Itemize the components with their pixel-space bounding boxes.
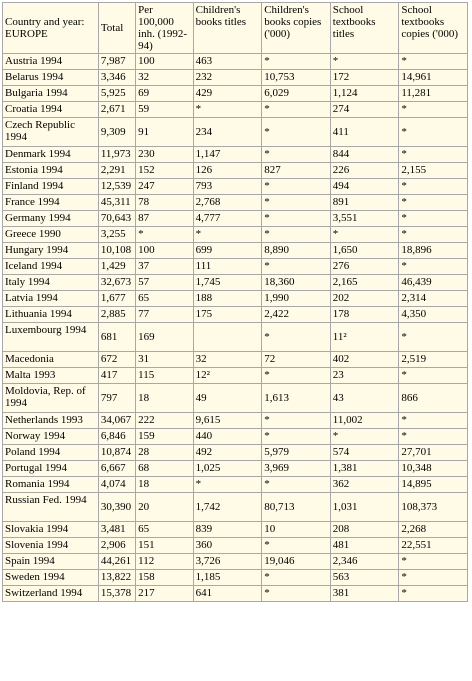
cell-childrens-titles: 1,185	[193, 570, 262, 586]
cell-country-year: Netherlands 1993	[3, 413, 99, 429]
cell-textbook-copies: *	[399, 570, 468, 586]
cell-total: 2,885	[98, 307, 135, 323]
cell-country-year: Hungary 1994	[3, 243, 99, 259]
cell-total: 2,906	[98, 538, 135, 554]
cell-childrens-titles: 126	[193, 163, 262, 179]
cell-textbook-copies: *	[399, 429, 468, 445]
cell-per-100000: 159	[136, 429, 193, 445]
cell-childrens-titles: *	[193, 102, 262, 118]
table-row	[3, 163, 468, 179]
table-row	[3, 413, 468, 429]
cell-childrens-copies: *	[262, 179, 331, 195]
cell-country-year: Germany 1994	[3, 211, 99, 227]
cell-country-year: Finland 1994	[3, 179, 99, 195]
table-row	[3, 493, 468, 522]
table-row	[3, 477, 468, 493]
cell-country-year: Austria 1994	[3, 54, 99, 70]
table-header	[3, 3, 468, 54]
cell-total: 2,671	[98, 102, 135, 118]
cell-childrens-copies: *	[262, 570, 331, 586]
cell-total: 3,481	[98, 522, 135, 538]
cell-textbook-titles: 172	[330, 70, 399, 86]
cell-total: 30,390	[98, 493, 135, 522]
table-row	[3, 352, 468, 368]
publishing-statistics-table	[2, 2, 468, 602]
cell-country-year: Malta 1993	[3, 368, 99, 384]
cell-country-year: Bulgaria 1994	[3, 86, 99, 102]
cell-textbook-titles: 3,551	[330, 211, 399, 227]
cell-country-year: Sweden 1994	[3, 570, 99, 586]
cell-country-year: Croatia 1994	[3, 102, 99, 118]
cell-textbook-copies: *	[399, 147, 468, 163]
cell-textbook-titles: *	[330, 227, 399, 243]
cell-country-year: Romania 1994	[3, 477, 99, 493]
header-row	[3, 3, 468, 54]
table-row	[3, 570, 468, 586]
cell-textbook-titles: 226	[330, 163, 399, 179]
cell-childrens-titles: 232	[193, 70, 262, 86]
cell-country-year: Lithuania 1994	[3, 307, 99, 323]
cell-textbook-copies: *	[399, 259, 468, 275]
cell-textbook-titles: 844	[330, 147, 399, 163]
cell-childrens-copies: *	[262, 102, 331, 118]
cell-childrens-copies: *	[262, 429, 331, 445]
cell-textbook-titles: 23	[330, 368, 399, 384]
table-row	[3, 307, 468, 323]
cell-textbook-titles: 1,381	[330, 461, 399, 477]
cell-per-100000: 37	[136, 259, 193, 275]
cell-childrens-copies: *	[262, 259, 331, 275]
cell-total: 15,378	[98, 586, 135, 602]
cell-total: 70,643	[98, 211, 135, 227]
cell-country-year: Slovenia 1994	[3, 538, 99, 554]
cell-total: 11,973	[98, 147, 135, 163]
cell-childrens-titles: 12²	[193, 368, 262, 384]
cell-per-100000: 115	[136, 368, 193, 384]
cell-childrens-copies: 19,046	[262, 554, 331, 570]
cell-country-year: Russian Fed. 1994	[3, 493, 99, 522]
cell-textbook-copies: 108,373	[399, 493, 468, 522]
cell-country-year: Luxembourg 1994	[3, 323, 99, 352]
cell-textbook-copies: *	[399, 179, 468, 195]
cell-textbook-titles: 891	[330, 195, 399, 211]
cell-total: 10,108	[98, 243, 135, 259]
cell-total: 10,874	[98, 445, 135, 461]
cell-childrens-titles: 4,777	[193, 211, 262, 227]
cell-total: 13,822	[98, 570, 135, 586]
table-row	[3, 368, 468, 384]
cell-per-100000: 31	[136, 352, 193, 368]
cell-per-100000: 169	[136, 323, 193, 352]
cell-country-year: Czech Republic 1994	[3, 118, 99, 147]
cell-total: 672	[98, 352, 135, 368]
cell-textbook-titles: 411	[330, 118, 399, 147]
cell-childrens-copies: *	[262, 413, 331, 429]
cell-textbook-copies: 18,896	[399, 243, 468, 259]
cell-per-100000: 20	[136, 493, 193, 522]
cell-childrens-titles: 111	[193, 259, 262, 275]
table-row	[3, 147, 468, 163]
cell-childrens-titles: 3,726	[193, 554, 262, 570]
cell-textbook-copies: 866	[399, 384, 468, 413]
cell-country-year: France 1994	[3, 195, 99, 211]
cell-childrens-copies: *	[262, 323, 331, 352]
cell-textbook-copies: 2,314	[399, 291, 468, 307]
cell-country-year: Latvia 1994	[3, 291, 99, 307]
cell-childrens-titles: 699	[193, 243, 262, 259]
cell-childrens-titles: 32	[193, 352, 262, 368]
cell-total: 2,291	[98, 163, 135, 179]
cell-textbook-titles: 574	[330, 445, 399, 461]
cell-per-100000: 18	[136, 477, 193, 493]
cell-textbook-titles: 481	[330, 538, 399, 554]
cell-childrens-copies: 827	[262, 163, 331, 179]
cell-total: 34,067	[98, 413, 135, 429]
table-row	[3, 118, 468, 147]
cell-textbook-titles: 1,124	[330, 86, 399, 102]
cell-per-100000: 65	[136, 291, 193, 307]
cell-textbook-copies: 22,551	[399, 538, 468, 554]
cell-total: 7,987	[98, 54, 135, 70]
cell-textbook-copies: 10,348	[399, 461, 468, 477]
cell-textbook-copies: 14,895	[399, 477, 468, 493]
header-childrens-titles: Children's books titles	[193, 3, 262, 54]
cell-total: 1,429	[98, 259, 135, 275]
cell-per-100000: 222	[136, 413, 193, 429]
table-row	[3, 445, 468, 461]
cell-textbook-titles: 1,031	[330, 493, 399, 522]
cell-country-year: Switzerland 1994	[3, 586, 99, 602]
table-row	[3, 586, 468, 602]
cell-childrens-copies: *	[262, 195, 331, 211]
header-textbook-copies: School textbooks copies ('000)	[399, 3, 468, 54]
cell-per-100000: 158	[136, 570, 193, 586]
cell-country-year: Spain 1994	[3, 554, 99, 570]
table-row	[3, 54, 468, 70]
cell-textbook-titles: 178	[330, 307, 399, 323]
table-row	[3, 259, 468, 275]
cell-country-year: Poland 1994	[3, 445, 99, 461]
cell-total: 32,673	[98, 275, 135, 291]
cell-childrens-titles: 360	[193, 538, 262, 554]
table-row	[3, 461, 468, 477]
cell-country-year: Estonia 1994	[3, 163, 99, 179]
cell-per-100000: 78	[136, 195, 193, 211]
cell-per-100000: 18	[136, 384, 193, 413]
cell-childrens-titles: *	[193, 477, 262, 493]
cell-childrens-copies: *	[262, 118, 331, 147]
cell-textbook-copies: *	[399, 554, 468, 570]
cell-childrens-titles: 1,147	[193, 147, 262, 163]
cell-textbook-titles: 274	[330, 102, 399, 118]
cell-textbook-copies: *	[399, 413, 468, 429]
cell-per-100000: 65	[136, 522, 193, 538]
cell-childrens-titles: *	[193, 227, 262, 243]
cell-childrens-titles: 234	[193, 118, 262, 147]
cell-textbook-titles: 494	[330, 179, 399, 195]
cell-textbook-copies: 27,701	[399, 445, 468, 461]
cell-childrens-copies: *	[262, 54, 331, 70]
cell-textbook-copies: 2,519	[399, 352, 468, 368]
cell-childrens-copies: 2,422	[262, 307, 331, 323]
cell-total: 5,925	[98, 86, 135, 102]
table-row	[3, 522, 468, 538]
cell-country-year: Italy 1994	[3, 275, 99, 291]
cell-childrens-titles: 429	[193, 86, 262, 102]
cell-childrens-titles: 440	[193, 429, 262, 445]
cell-per-100000: 87	[136, 211, 193, 227]
cell-textbook-titles: 208	[330, 522, 399, 538]
header-per-100000: Per 100,000 inh. (1992-94)	[136, 3, 193, 54]
cell-textbook-copies: *	[399, 211, 468, 227]
cell-textbook-copies: *	[399, 323, 468, 352]
cell-total: 1,677	[98, 291, 135, 307]
cell-childrens-copies: *	[262, 368, 331, 384]
cell-childrens-titles: 175	[193, 307, 262, 323]
cell-country-year: Belarus 1994	[3, 70, 99, 86]
cell-childrens-copies: 18,360	[262, 275, 331, 291]
cell-childrens-copies: *	[262, 227, 331, 243]
table-body	[3, 54, 468, 602]
cell-textbook-titles: 563	[330, 570, 399, 586]
cell-per-100000: 100	[136, 243, 193, 259]
table-row	[3, 211, 468, 227]
cell-textbook-copies: *	[399, 195, 468, 211]
cell-textbook-titles: 202	[330, 291, 399, 307]
cell-childrens-titles: 49	[193, 384, 262, 413]
cell-textbook-copies: 2,155	[399, 163, 468, 179]
cell-total: 681	[98, 323, 135, 352]
cell-textbook-titles: 11,002	[330, 413, 399, 429]
cell-textbook-titles: 43	[330, 384, 399, 413]
cell-textbook-copies: 2,268	[399, 522, 468, 538]
cell-per-100000: 247	[136, 179, 193, 195]
cell-total: 12,539	[98, 179, 135, 195]
cell-country-year: Denmark 1994	[3, 147, 99, 163]
cell-total: 9,309	[98, 118, 135, 147]
cell-total: 45,311	[98, 195, 135, 211]
cell-per-100000: 59	[136, 102, 193, 118]
cell-total: 44,261	[98, 554, 135, 570]
table-row	[3, 102, 468, 118]
cell-childrens-titles: 9,615	[193, 413, 262, 429]
table-row	[3, 538, 468, 554]
cell-per-100000: 91	[136, 118, 193, 147]
cell-textbook-copies: *	[399, 586, 468, 602]
header-country-year: Country and year: EUROPE	[3, 3, 99, 54]
cell-total: 417	[98, 368, 135, 384]
cell-childrens-copies: *	[262, 211, 331, 227]
cell-country-year: Moldovia, Rep. of 1994	[3, 384, 99, 413]
cell-country-year: Iceland 1994	[3, 259, 99, 275]
cell-textbook-titles: 362	[330, 477, 399, 493]
table-row	[3, 429, 468, 445]
cell-per-100000: 68	[136, 461, 193, 477]
cell-childrens-titles: 2,768	[193, 195, 262, 211]
table-row	[3, 323, 468, 352]
cell-textbook-copies: 4,350	[399, 307, 468, 323]
cell-country-year: Norway 1994	[3, 429, 99, 445]
cell-childrens-titles	[193, 323, 262, 352]
table-row	[3, 243, 468, 259]
table-row	[3, 86, 468, 102]
cell-childrens-copies: 3,969	[262, 461, 331, 477]
cell-textbook-copies: *	[399, 102, 468, 118]
cell-per-100000: 152	[136, 163, 193, 179]
cell-textbook-titles: 402	[330, 352, 399, 368]
cell-childrens-titles: 839	[193, 522, 262, 538]
cell-textbook-titles: *	[330, 429, 399, 445]
cell-textbook-copies: 46,439	[399, 275, 468, 291]
cell-textbook-titles: 2,346	[330, 554, 399, 570]
cell-total: 6,667	[98, 461, 135, 477]
cell-childrens-copies: 80,713	[262, 493, 331, 522]
header-textbook-titles: School textbooks titles	[330, 3, 399, 54]
cell-childrens-titles: 1,745	[193, 275, 262, 291]
cell-country-year: Greece 1990	[3, 227, 99, 243]
cell-childrens-copies: *	[262, 538, 331, 554]
table-row	[3, 70, 468, 86]
table-row	[3, 291, 468, 307]
cell-per-100000: 217	[136, 586, 193, 602]
cell-childrens-copies: 6,029	[262, 86, 331, 102]
table-row	[3, 554, 468, 570]
cell-childrens-titles: 463	[193, 54, 262, 70]
cell-childrens-copies: 1,990	[262, 291, 331, 307]
cell-childrens-copies: 10	[262, 522, 331, 538]
cell-country-year: Portugal 1994	[3, 461, 99, 477]
cell-textbook-titles: 381	[330, 586, 399, 602]
table-row	[3, 384, 468, 413]
cell-childrens-titles: 492	[193, 445, 262, 461]
cell-childrens-titles: 1,742	[193, 493, 262, 522]
cell-childrens-copies: 5,979	[262, 445, 331, 461]
cell-childrens-titles: 793	[193, 179, 262, 195]
cell-childrens-copies: *	[262, 477, 331, 493]
cell-total: 4,074	[98, 477, 135, 493]
cell-per-100000: 100	[136, 54, 193, 70]
table-row	[3, 227, 468, 243]
cell-country-year: Slovakia 1994	[3, 522, 99, 538]
cell-textbook-copies: *	[399, 227, 468, 243]
cell-textbook-copies: *	[399, 118, 468, 147]
table-row	[3, 275, 468, 291]
cell-textbook-titles: 1,650	[330, 243, 399, 259]
cell-textbook-copies: 14,961	[399, 70, 468, 86]
cell-per-100000: 28	[136, 445, 193, 461]
cell-childrens-copies: *	[262, 147, 331, 163]
cell-per-100000: 69	[136, 86, 193, 102]
cell-per-100000: 32	[136, 70, 193, 86]
cell-textbook-titles: 11²	[330, 323, 399, 352]
cell-total: 3,346	[98, 70, 135, 86]
cell-textbook-copies: *	[399, 54, 468, 70]
cell-per-100000: 230	[136, 147, 193, 163]
cell-childrens-copies: 8,890	[262, 243, 331, 259]
cell-childrens-copies: *	[262, 586, 331, 602]
cell-per-100000: 57	[136, 275, 193, 291]
table-row	[3, 195, 468, 211]
cell-childrens-copies: 10,753	[262, 70, 331, 86]
cell-textbook-copies: *	[399, 368, 468, 384]
cell-total: 3,255	[98, 227, 135, 243]
cell-total: 797	[98, 384, 135, 413]
cell-textbook-titles: 276	[330, 259, 399, 275]
cell-per-100000: *	[136, 227, 193, 243]
cell-childrens-titles: 641	[193, 586, 262, 602]
cell-textbook-titles: *	[330, 54, 399, 70]
table-row	[3, 179, 468, 195]
cell-childrens-titles: 1,025	[193, 461, 262, 477]
cell-per-100000: 151	[136, 538, 193, 554]
cell-country-year: Macedonia	[3, 352, 99, 368]
cell-childrens-copies: 72	[262, 352, 331, 368]
cell-textbook-copies: 11,281	[399, 86, 468, 102]
header-childrens-copies: Children's books copies ('000)	[262, 3, 331, 54]
cell-textbook-titles: 2,165	[330, 275, 399, 291]
header-total: Total	[98, 3, 135, 54]
cell-total: 6,846	[98, 429, 135, 445]
cell-per-100000: 77	[136, 307, 193, 323]
cell-per-100000: 112	[136, 554, 193, 570]
cell-childrens-copies: 1,613	[262, 384, 331, 413]
cell-childrens-titles: 188	[193, 291, 262, 307]
